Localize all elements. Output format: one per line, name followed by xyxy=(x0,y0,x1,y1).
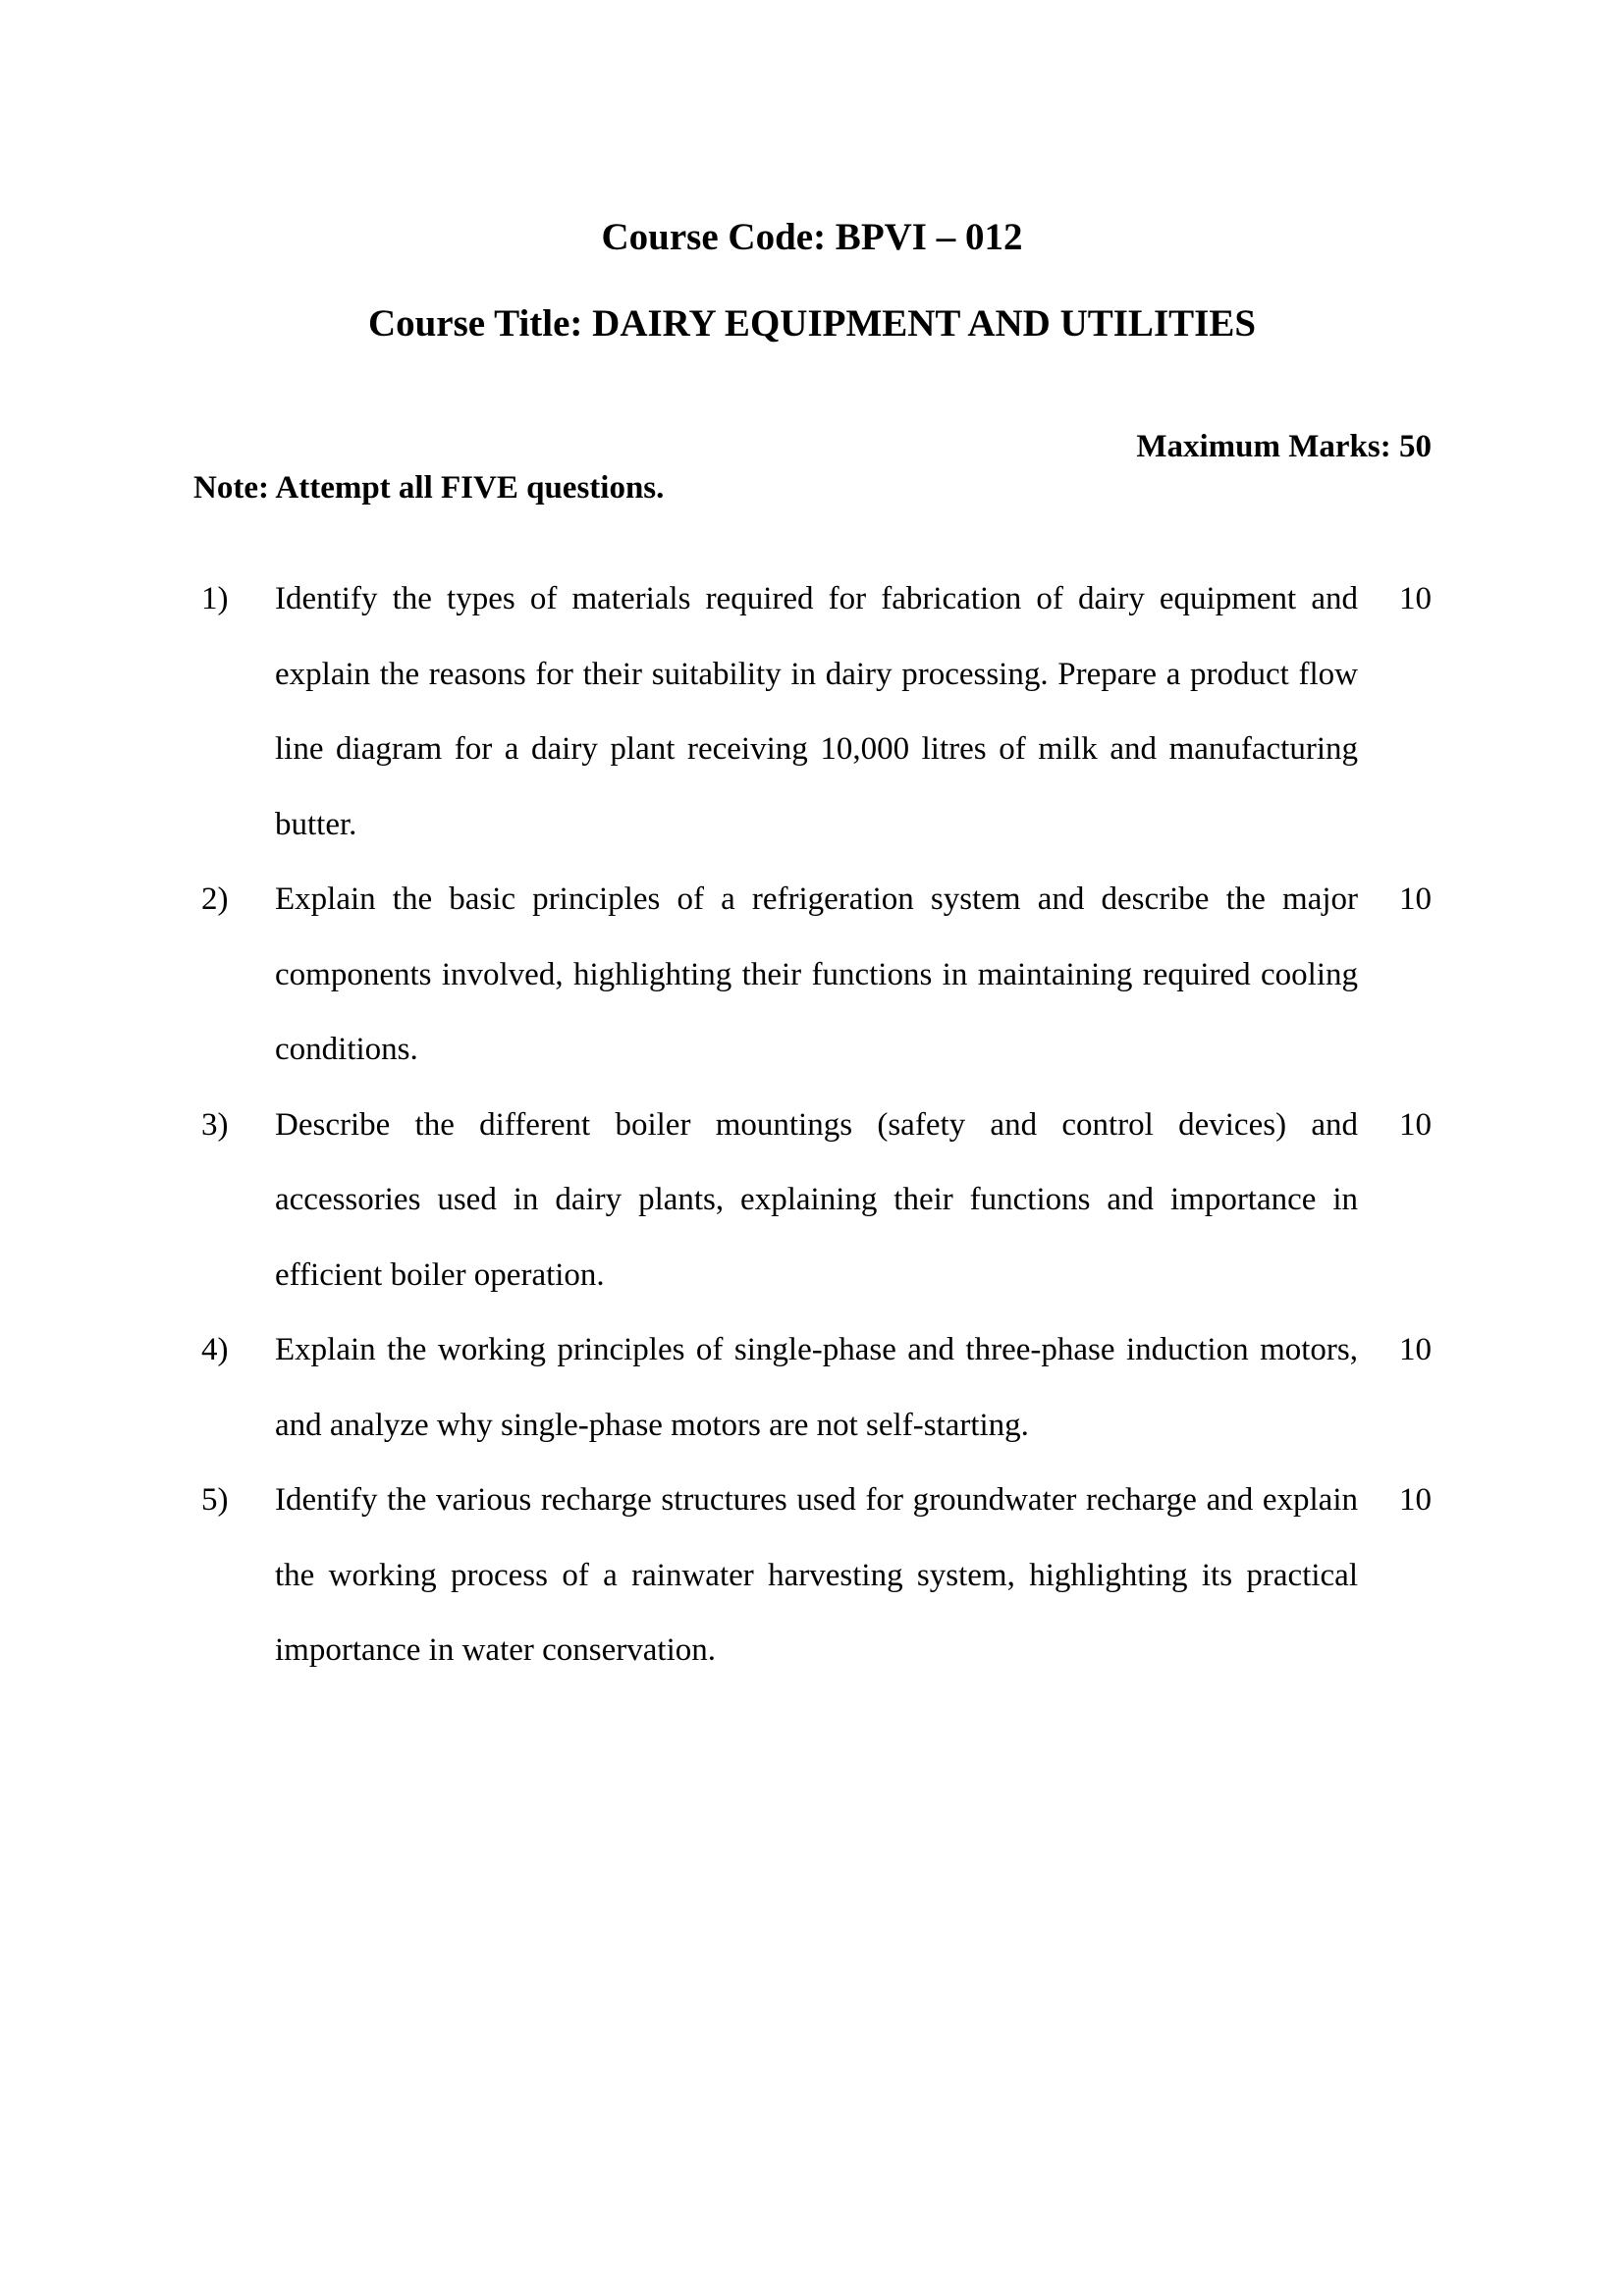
question-number: 5) xyxy=(201,1482,229,1518)
question-marks: 10 xyxy=(1399,1106,1432,1143)
maximum-marks-label: Maximum Marks: 50 xyxy=(1136,429,1432,464)
question-row-2 xyxy=(201,862,1432,1088)
question-row-1 xyxy=(201,561,1432,862)
course-code-title: Course Code: BPVI – 012 xyxy=(601,216,1023,258)
question-list xyxy=(201,561,1432,1688)
question-text: Describe the different boiler mountings (safety and control devices) and accessories used in dairy plants, explaining their functions and importance in efficient boiler operation. xyxy=(275,1106,1358,1293)
question-row-3 xyxy=(201,1088,1432,1313)
question-number: 4) xyxy=(201,1332,229,1367)
title-block xyxy=(0,215,1624,347)
note-instruction: Note: Attempt all FIVE questions. xyxy=(193,470,665,506)
question-text: Identify the various recharge structures used for groundwater recharge and explain the working process of a rainwater harvesting system, highlighting its practical importance in water conservation. xyxy=(275,1482,1358,1668)
question-marks: 10 xyxy=(1399,881,1432,917)
question-text: Explain the working principles of single-phase and three-phase induction motors, and analyze why single-phase motors are not self-starting. xyxy=(275,1332,1358,1443)
course-title: Course Title: DAIRY EQUIPMENT AND UTILITIES xyxy=(367,302,1257,345)
question-marks: 10 xyxy=(1399,1482,1432,1518)
question-marks: 10 xyxy=(1399,1332,1432,1367)
question-row-4 xyxy=(201,1312,1432,1463)
question-number: 1) xyxy=(201,581,229,616)
question-number: 3) xyxy=(201,1106,229,1143)
question-marks: 10 xyxy=(1399,581,1432,616)
question-text: Explain the basic principles of a refrigeration system and describe the major components involved, highlighting their functions in maintaining required cooling conditions. xyxy=(275,881,1358,1067)
question-row-5 xyxy=(201,1463,1432,1688)
question-number: 2) xyxy=(201,881,229,917)
question-text: Identify the types of materials required for fabrication of dairy equipment and explain the reasons for their suitability in dairy processing. Prepare a product flow line diagram for a dairy plant receiving 10,000 litres of milk and manufacturing butter. xyxy=(275,581,1358,842)
